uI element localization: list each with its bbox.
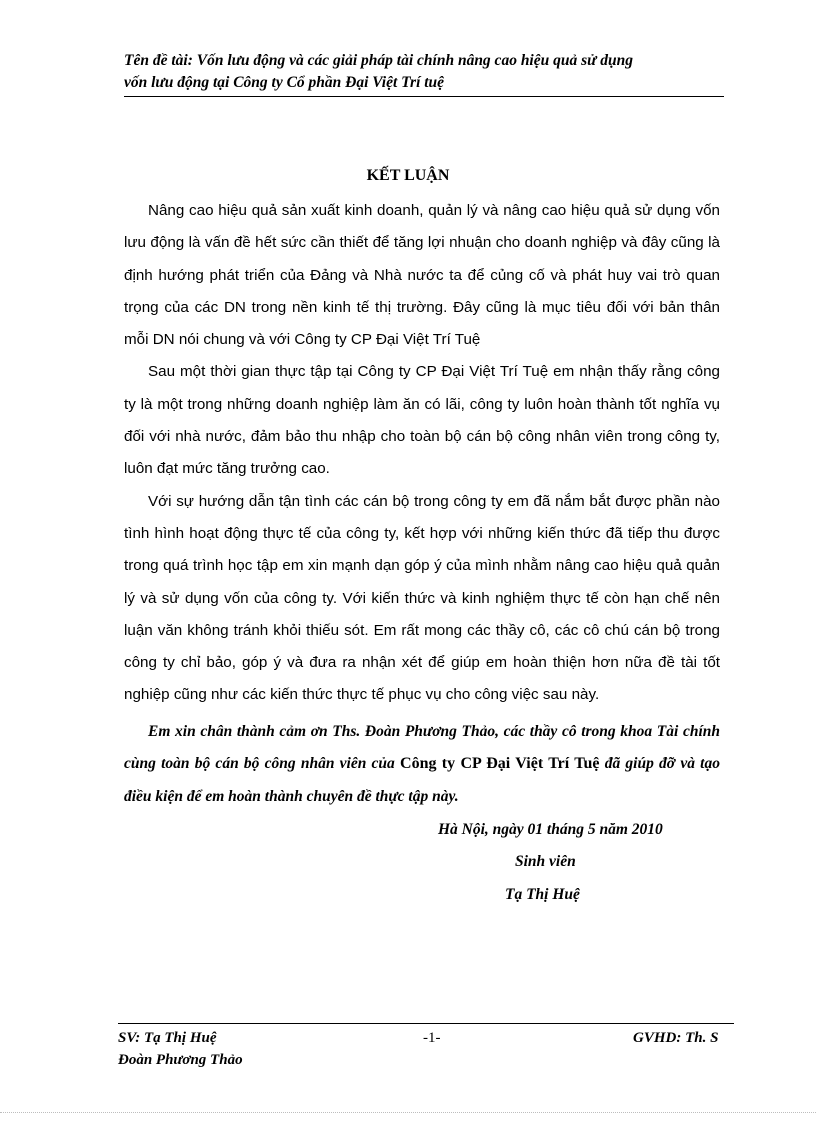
- signature-place-date: Hà Nội, ngày 01 tháng 5 năm 2010: [438, 821, 663, 838]
- section-title: KẾT LUẬN: [366, 167, 450, 184]
- header-line-2: vốn lưu động tại Công ty Cổ phần Đại Việt Trí tuệ: [124, 74, 445, 91]
- thanks-company: Công ty CP Đại Việt Trí Tuệ: [400, 755, 600, 773]
- paragraph-1: Nâng cao hiệu quả sản xuất kinh doanh, quản lý và nâng cao hiệu quả sử dụng vốn lưu động là vấn đề hết sức cần thiết để tăng lợi nhuận cho doanh nghiệp và đây cũng là định hướng phát triển của Đảng và Nhà nước ta để củng cố và phát huy vai trò quan trọng của các DN trong nền kinh tế thị trường. Đây cũng là mục tiêu đối với bản thân mỗi DN nói chung và với Công ty CP Đại Việt Trí Tuệ: [124, 202, 720, 349]
- paragraph-3: Với sự hướng dẫn tận tình các cán bộ trong công ty em đã nắm bắt được phần nào tình hình hoạt động thực tế của công ty, kết hợp với những kiến thức đã tiếp thu được trong quá trình học tập em xin mạnh dạn góp ý của mình nhằm nâng cao hiệu quả quản lý và sử dụng vốn của công ty. Với kiến thức và kinh nghiệm thực tế còn hạn chế nên luận văn không tránh khỏi thiếu sót. Em rất mong các thầy cô, các cô chú cán bộ trong công ty chỉ bảo, góp ý và đưa ra nhận xét để giúp em hoàn thiện hơn nữa đề tài tốt nghiệp cũng như các kiến thức thực tế phục vụ cho công việc sau này.: [124, 492, 720, 704]
- footer-divider: [118, 1023, 734, 1024]
- footer-advisor-name: Đoàn Phương Thảo: [118, 1052, 243, 1068]
- thanks-part-2: đã giúp đỡ và tạo điều kiện để em hoàn thành chuyên đề thực tập này.: [124, 755, 720, 805]
- page-boundary: [0, 1112, 816, 1113]
- paragraph-2: Sau một thời gian thực tập tại Công ty CP Đại Việt Trí Tuệ em nhận thấy rằng công ty là một trong những doanh nghiệp làm ăn có lãi, công ty luôn hoàn thành tốt nghĩa vụ đối với nhà nước, đảm bảo thu nhập cho toàn bộ cán bộ công nhân viên trong công ty, luôn đạt mức tăng trưởng cao.: [124, 363, 720, 478]
- running-header: [124, 50, 724, 97]
- acknowledgement: [124, 716, 720, 813]
- footer-student: SV: Tạ Thị Huệ: [118, 1030, 217, 1046]
- signature-name: Tạ Thị Huệ: [505, 886, 580, 903]
- thanks-part-1: Em xin chân thành cảm ơn Ths. Đoàn Phương Thảo, các thầy cô trong khoa Tài chính cùng toàn bộ cán bộ công nhân viên của: [124, 723, 720, 773]
- conclusion-body: [124, 195, 720, 712]
- footer-advisor-prefix: GVHD: Th. S: [633, 1030, 719, 1046]
- header-line-1: Tên đề tài: Vốn lưu động và các giải pháp tài chính nâng cao hiệu quả sử dụng: [124, 52, 634, 69]
- page-number: -1-: [423, 1030, 441, 1046]
- signature-role: Sinh viên: [515, 853, 576, 870]
